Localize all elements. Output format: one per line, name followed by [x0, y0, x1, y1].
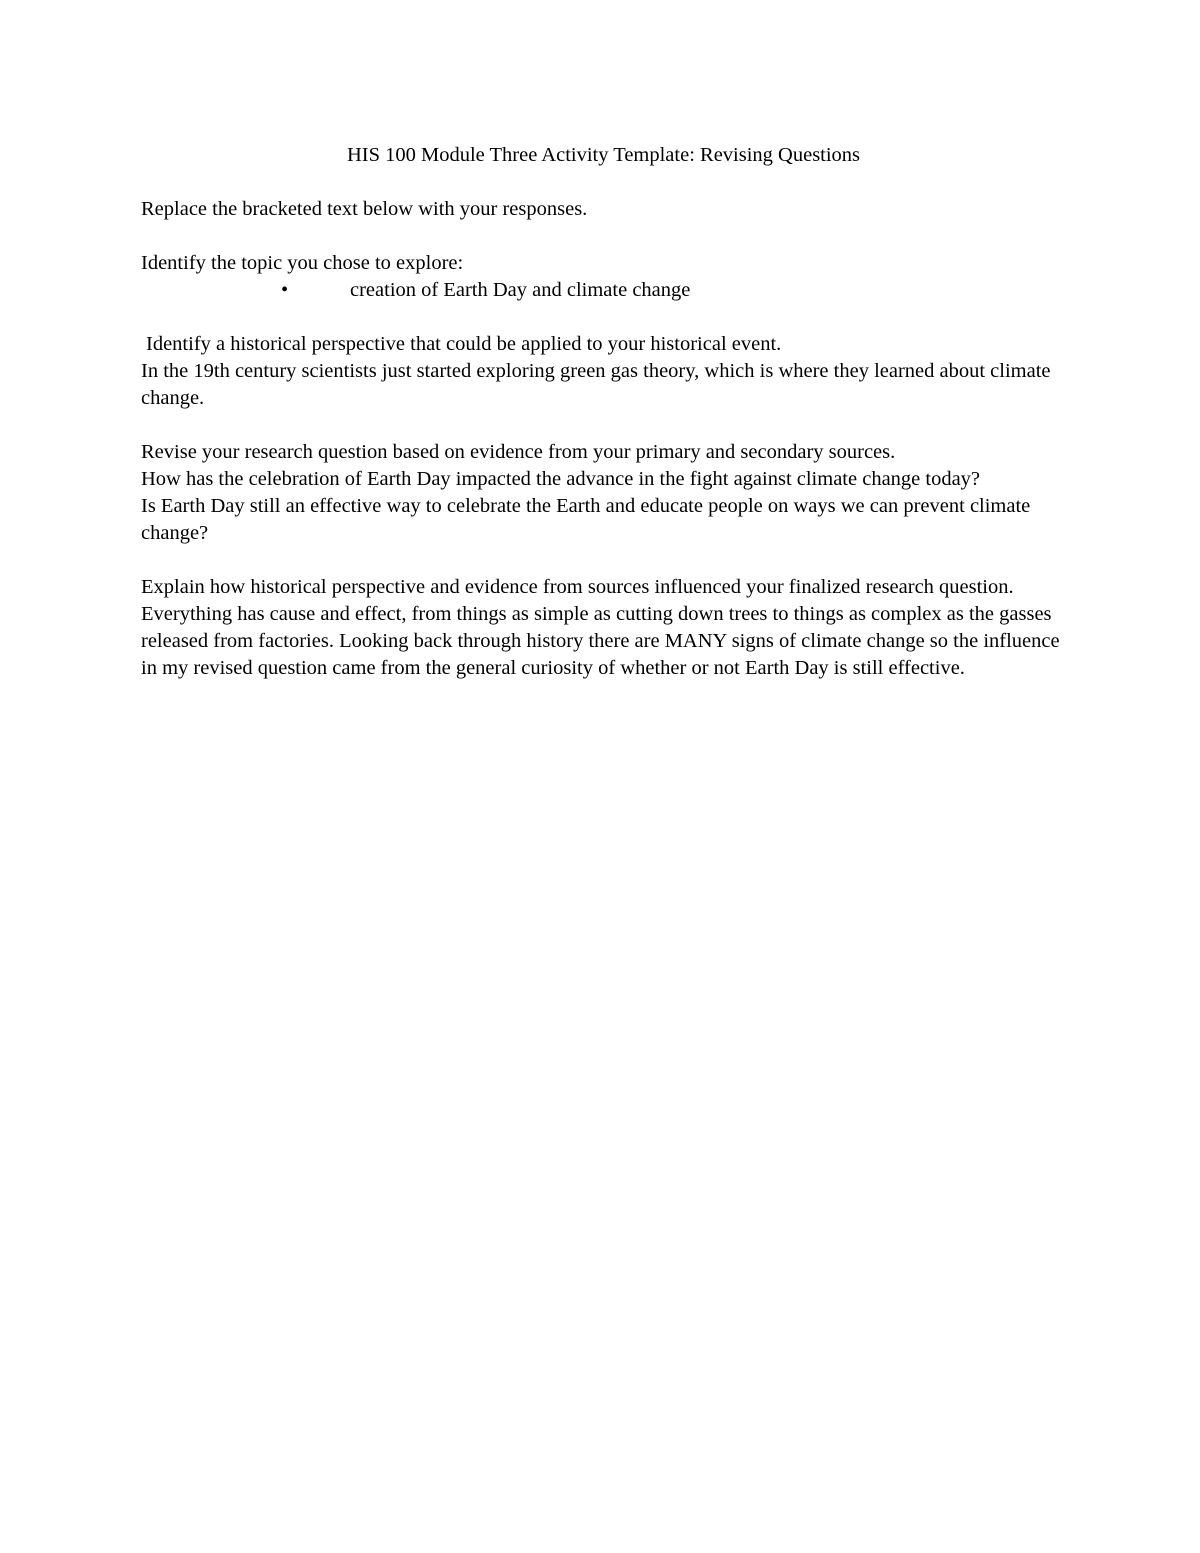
revised-question-2: Is Earth Day still an effective way to celebrate the Earth and educate people on ways we can prevent climate change? — [141, 495, 1031, 544]
perspective-response: In the 19th century scientists just started exploring green gas theory, which is where they learned about climate change. — [141, 360, 1051, 409]
spacer — [141, 304, 1066, 331]
topic-list-item — [141, 277, 1066, 304]
instructions-text: Replace the bracketed text below with your responses. — [141, 198, 588, 220]
spacer — [141, 547, 1066, 574]
perspective-prompt: Identify a historical perspective that could be applied to your historical event. — [146, 333, 782, 355]
topic-response: creation of Earth Day and climate change — [350, 279, 691, 301]
explain-response: Everything has cause and effect, from things as simple as cutting down trees to things as complex as the gasses released from factories. Looking back through history there are MANY signs of climate change so the influence in my revised question came from the general curiosity of whether or not Earth Day is still effective. — [141, 603, 1060, 679]
bullet-icon: • — [281, 279, 289, 301]
spacer — [141, 412, 1066, 439]
document-title: HIS 100 Module Three Activity Template: Revising Questions — [346, 144, 861, 166]
revise-prompt: Revise your research question based on evidence from your primary and secondary sources. — [141, 441, 896, 463]
topic-prompt: Identify the topic you chose to explore: — [141, 252, 464, 274]
revised-question-1: How has the celebration of Earth Day impacted the advance in the fight against climate change today? — [141, 468, 981, 490]
explain-prompt: Explain how historical perspective and evidence from sources influenced your finalized research question. — [141, 576, 1014, 598]
document-body — [141, 142, 1066, 682]
spacer — [141, 223, 1066, 250]
